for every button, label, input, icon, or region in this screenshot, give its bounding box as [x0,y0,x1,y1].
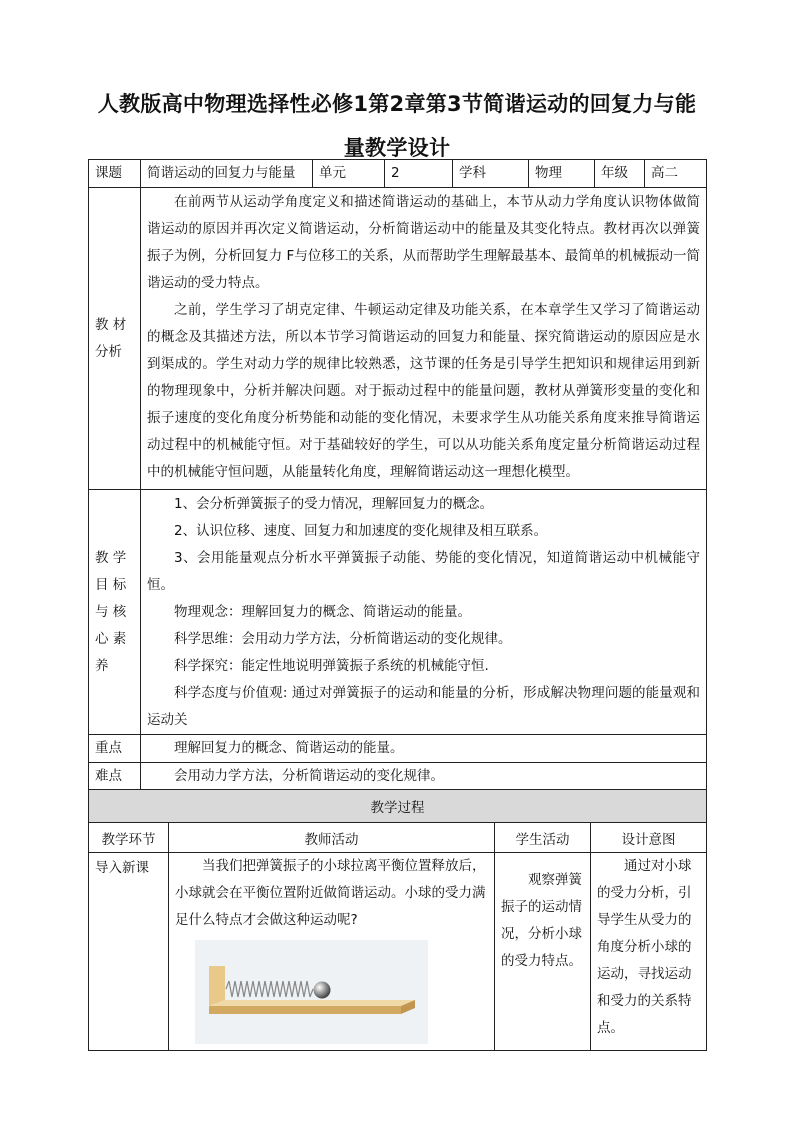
goals-label [89,490,141,735]
analysis-paragraph: 之前，学生学习了胡克定律、牛顿运动定律及功能关系，在本章学生又学习了简谐运动的概念及其描述方法，所以本节学习简谐运动的回复力和能量、探究简谐运动的原因应是水到渠成的。学生对动力学的规律比较熟悉，这节课的任务是引导学生把知识和规律运用到新的物理现象中，分析并解决问题。对于振动过程中的能量问题，教材从弹簧形变量的变化和振子速度的变化角度分析势能和动能的变化情况，未要求学生从功能关系角度来推导简谐运动过程中的机械能守恒。对于基础较好的学生，可以从功能关系角度定量分析简谐运动过程中的机械能守恒问题，从能量转化角度，理解简谐运动这一理想化模型。 [147,302,700,480]
teaching-process-table [88,789,707,1051]
unit-label: 单元 [313,160,385,188]
unit-value: 2 [385,160,453,188]
document-title: 人教版高中物理选择性必修1第2章第3节简谐运动的回复力与能量教学设计 [97,92,697,160]
intro-design-cell [591,853,707,1051]
topic-value: 简谐运动的回复力与能量 [141,160,313,188]
spring-oscillator-figure [195,940,428,1044]
column-header-student: 学生活动 [495,823,591,853]
intro-teacher-text: 当我们把弹簧振子的小球拉离平衡位置释放后，小球就会在平衡位置附近做简谐运动。小球的受力满足什么特点才会做这种运动呢? [175,858,486,928]
spring-oscillator-illustration [195,940,428,1044]
lesson-info-table [88,159,707,791]
goal-item: 科学探究：能定性地说明弹簧振子系统的机械能守恒. [174,658,489,674]
intro-teacher-cell [169,853,495,1051]
column-header-stage: 教学环节 [89,823,169,853]
analysis-content [141,188,707,490]
column-header-teacher: 教师活动 [169,823,495,853]
difficulty-text: 会用动力学方法，分析简谐运动的变化规律。 [141,763,707,791]
subject-value: 物理 [529,160,595,188]
analysis-label [89,188,141,490]
key-point-text: 理解回复力的概念、简谐运动的能量。 [141,735,707,763]
grade-value: 高二 [645,160,707,188]
goal-item: 科学态度与价值观: 通过对弹簧振子的运动和能量的分析，形成解决物理问题的能量观和运动关 [147,685,700,728]
grade-label: 年级 [595,160,645,188]
goal-item: 物理观念：理解回复力的概念、简谐运动的能量。 [174,604,471,620]
column-header-design: 设计意图 [591,823,707,853]
analysis-label-text: 教 材 分析 [95,316,127,360]
goal-item: 科学思维：会用动力学方法，分析简谐运动的变化规律。 [174,631,512,647]
key-point-label: 重点 [89,735,141,763]
topic-label: 课题 [89,160,141,188]
intro-student-text: 观察弹簧振子的运动情况，分析小球的受力特点。 [501,872,582,969]
intro-student-cell [495,853,591,1051]
goal-item: 3、会用能量观点分析水平弹簧振子动能、势能的变化情况，知道简谐运动中机械能守恒。 [147,550,700,593]
difficulty-label: 难点 [89,763,141,791]
goals-label-text: 教 学 目 标 与 核 心 素 养 [95,549,127,674]
goal-item: 1、会分析弹簧振子的受力情况，理解回复力的概念。 [174,496,494,512]
subject-label: 学科 [453,160,529,188]
process-header: 教学过程 [89,790,707,823]
analysis-paragraph: 在前两节从运动学角度定义和描述简谐运动的基础上，本节从动力学角度认识物体做简谐运动的原因并再次定义简谐运动，分析简谐运动中的能量及其变化特点。教材再次以弹簧振子为例，分析回复力 F与位移工的关系，从而帮助学生理解最基本、最简单的机械振动一简 谐运动的受力特点。 [147,194,700,291]
intro-stage: 导入新课 [89,853,169,1051]
goal-item: 2、认识位移、速度、回复力和加速度的变化规律及相互联系。 [174,523,548,539]
goals-content [141,490,707,735]
intro-design-text: 通过对小球的受力分析，引导学生从受力的角度分析小球的运动，寻找运动和受力的关系特点。 [597,858,692,1036]
